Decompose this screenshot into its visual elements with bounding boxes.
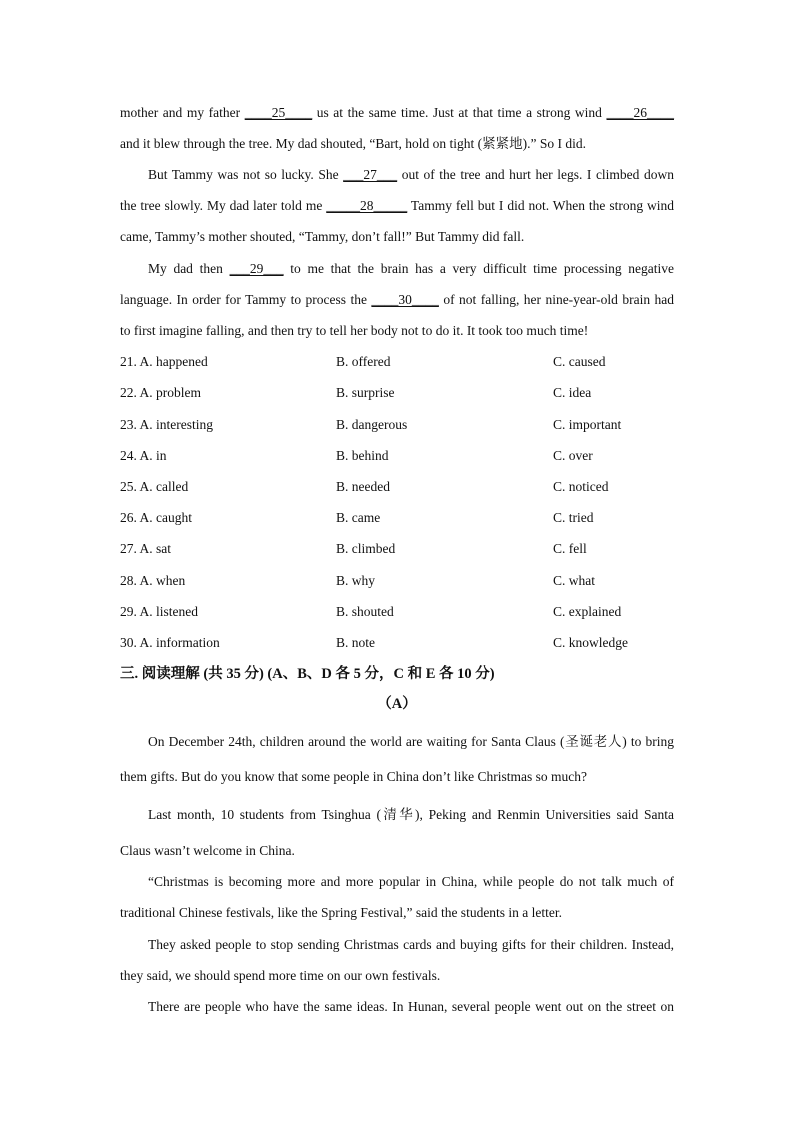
question-option-c: C. over <box>553 448 593 463</box>
passage-line: them gifts. But do you know that some people in China don’t like Christmas so much? <box>120 769 587 784</box>
question-option-c: C. explained <box>553 604 622 619</box>
question-option-c: C. important <box>553 417 622 432</box>
question-option-a: 22. A. problem <box>120 385 201 400</box>
paragraph-line: But Tammy was not so lucky. She ___27___ out of the tree and hurt her legs. I climbed down <box>148 167 674 182</box>
question-option-b: B. shouted <box>336 604 394 619</box>
question-option-a: 23. A. interesting <box>120 417 213 432</box>
passage-line: They asked people to stop sending Christmas cards and buying gifts for their children. Instead, <box>148 937 674 952</box>
question-option-a: 25. A. called <box>120 479 189 494</box>
passage-label: （A） <box>377 696 417 712</box>
question-option-c: C. tried <box>553 510 594 525</box>
question-option-b: B. came <box>336 510 381 525</box>
question-option-c: C. fell <box>553 541 587 556</box>
passage-line: traditional Chinese festivals, like the Spring Festival,” said the students in a letter. <box>120 905 563 920</box>
question-option-b: B. needed <box>336 479 390 494</box>
question-option-a: 26. A. caught <box>120 510 192 525</box>
passage-line: they said, we should spend more time on our own festivals. <box>120 968 441 983</box>
question-option-a: 21. A. happened <box>120 354 208 369</box>
question-option-b: B. offered <box>336 354 391 369</box>
question-option-a: 30. A. information <box>120 635 220 650</box>
section-heading: 三. 阅读理解 (共 35 分) (A、B、D 各 5 分，C 和 E 各 10 分) <box>120 666 495 682</box>
question-option-a: 29. A. listened <box>120 604 198 619</box>
paragraph-line: and it blew through the tree. My dad shouted, “Bart, hold on tight (紧紧地).” So I did. <box>120 136 587 151</box>
paragraph-line: came, Tammy’s mother shouted, “Tammy, don’t fall!” But Tammy did fall. <box>120 229 525 244</box>
question-option-b: B. behind <box>336 448 389 463</box>
question-option-c: C. caused <box>553 354 606 369</box>
passage-line: On December 24th, children around the world are waiting for Santa Claus (圣诞老人) to bring <box>148 734 674 749</box>
passage-line: Claus wasn’t welcome in China. <box>120 843 295 858</box>
paragraph-line: My dad then ___29___ to me that the brain has a very difficult time processing negative <box>148 261 674 276</box>
question-option-b: B. dangerous <box>336 417 408 432</box>
passage-line: There are people who have the same ideas. In Hunan, several people went out on the street on <box>148 999 674 1014</box>
passage-line: Last month, 10 students from Tsinghua (清华), Peking and Renmin Universities said Santa <box>148 807 674 822</box>
question-option-b: B. why <box>336 573 376 588</box>
question-option-b: B. climbed <box>336 541 396 556</box>
question-option-a: 28. A. when <box>120 573 186 588</box>
question-option-b: B. surprise <box>336 385 395 400</box>
paragraph-line: mother and my father ____25____ us at the same time. Just at that time a strong wind ____26____ <box>120 105 674 120</box>
question-option-c: C. idea <box>553 385 592 400</box>
question-option-c: C. noticed <box>553 479 609 494</box>
question-option-a: 27. A. sat <box>120 541 172 556</box>
paragraph-line: the tree slowly. My dad later told me _____28_____ Tammy fell but I did not. When the strong wind <box>120 198 674 213</box>
question-option-b: B. note <box>336 635 375 650</box>
paragraph-line: language. In order for Tammy to process the ____30____ of not falling, her nine-year-old brain had <box>120 292 674 307</box>
question-option-c: C. knowledge <box>553 635 628 650</box>
question-option-a: 24. A. in <box>120 448 167 463</box>
paragraph-line: to first imagine falling, and then try to tell her body not to do it. It took too much time! <box>120 323 589 338</box>
question-option-c: C. what <box>553 573 595 588</box>
passage-line: “Christmas is becoming more and more popular in China, while people do not talk much of <box>148 874 674 889</box>
